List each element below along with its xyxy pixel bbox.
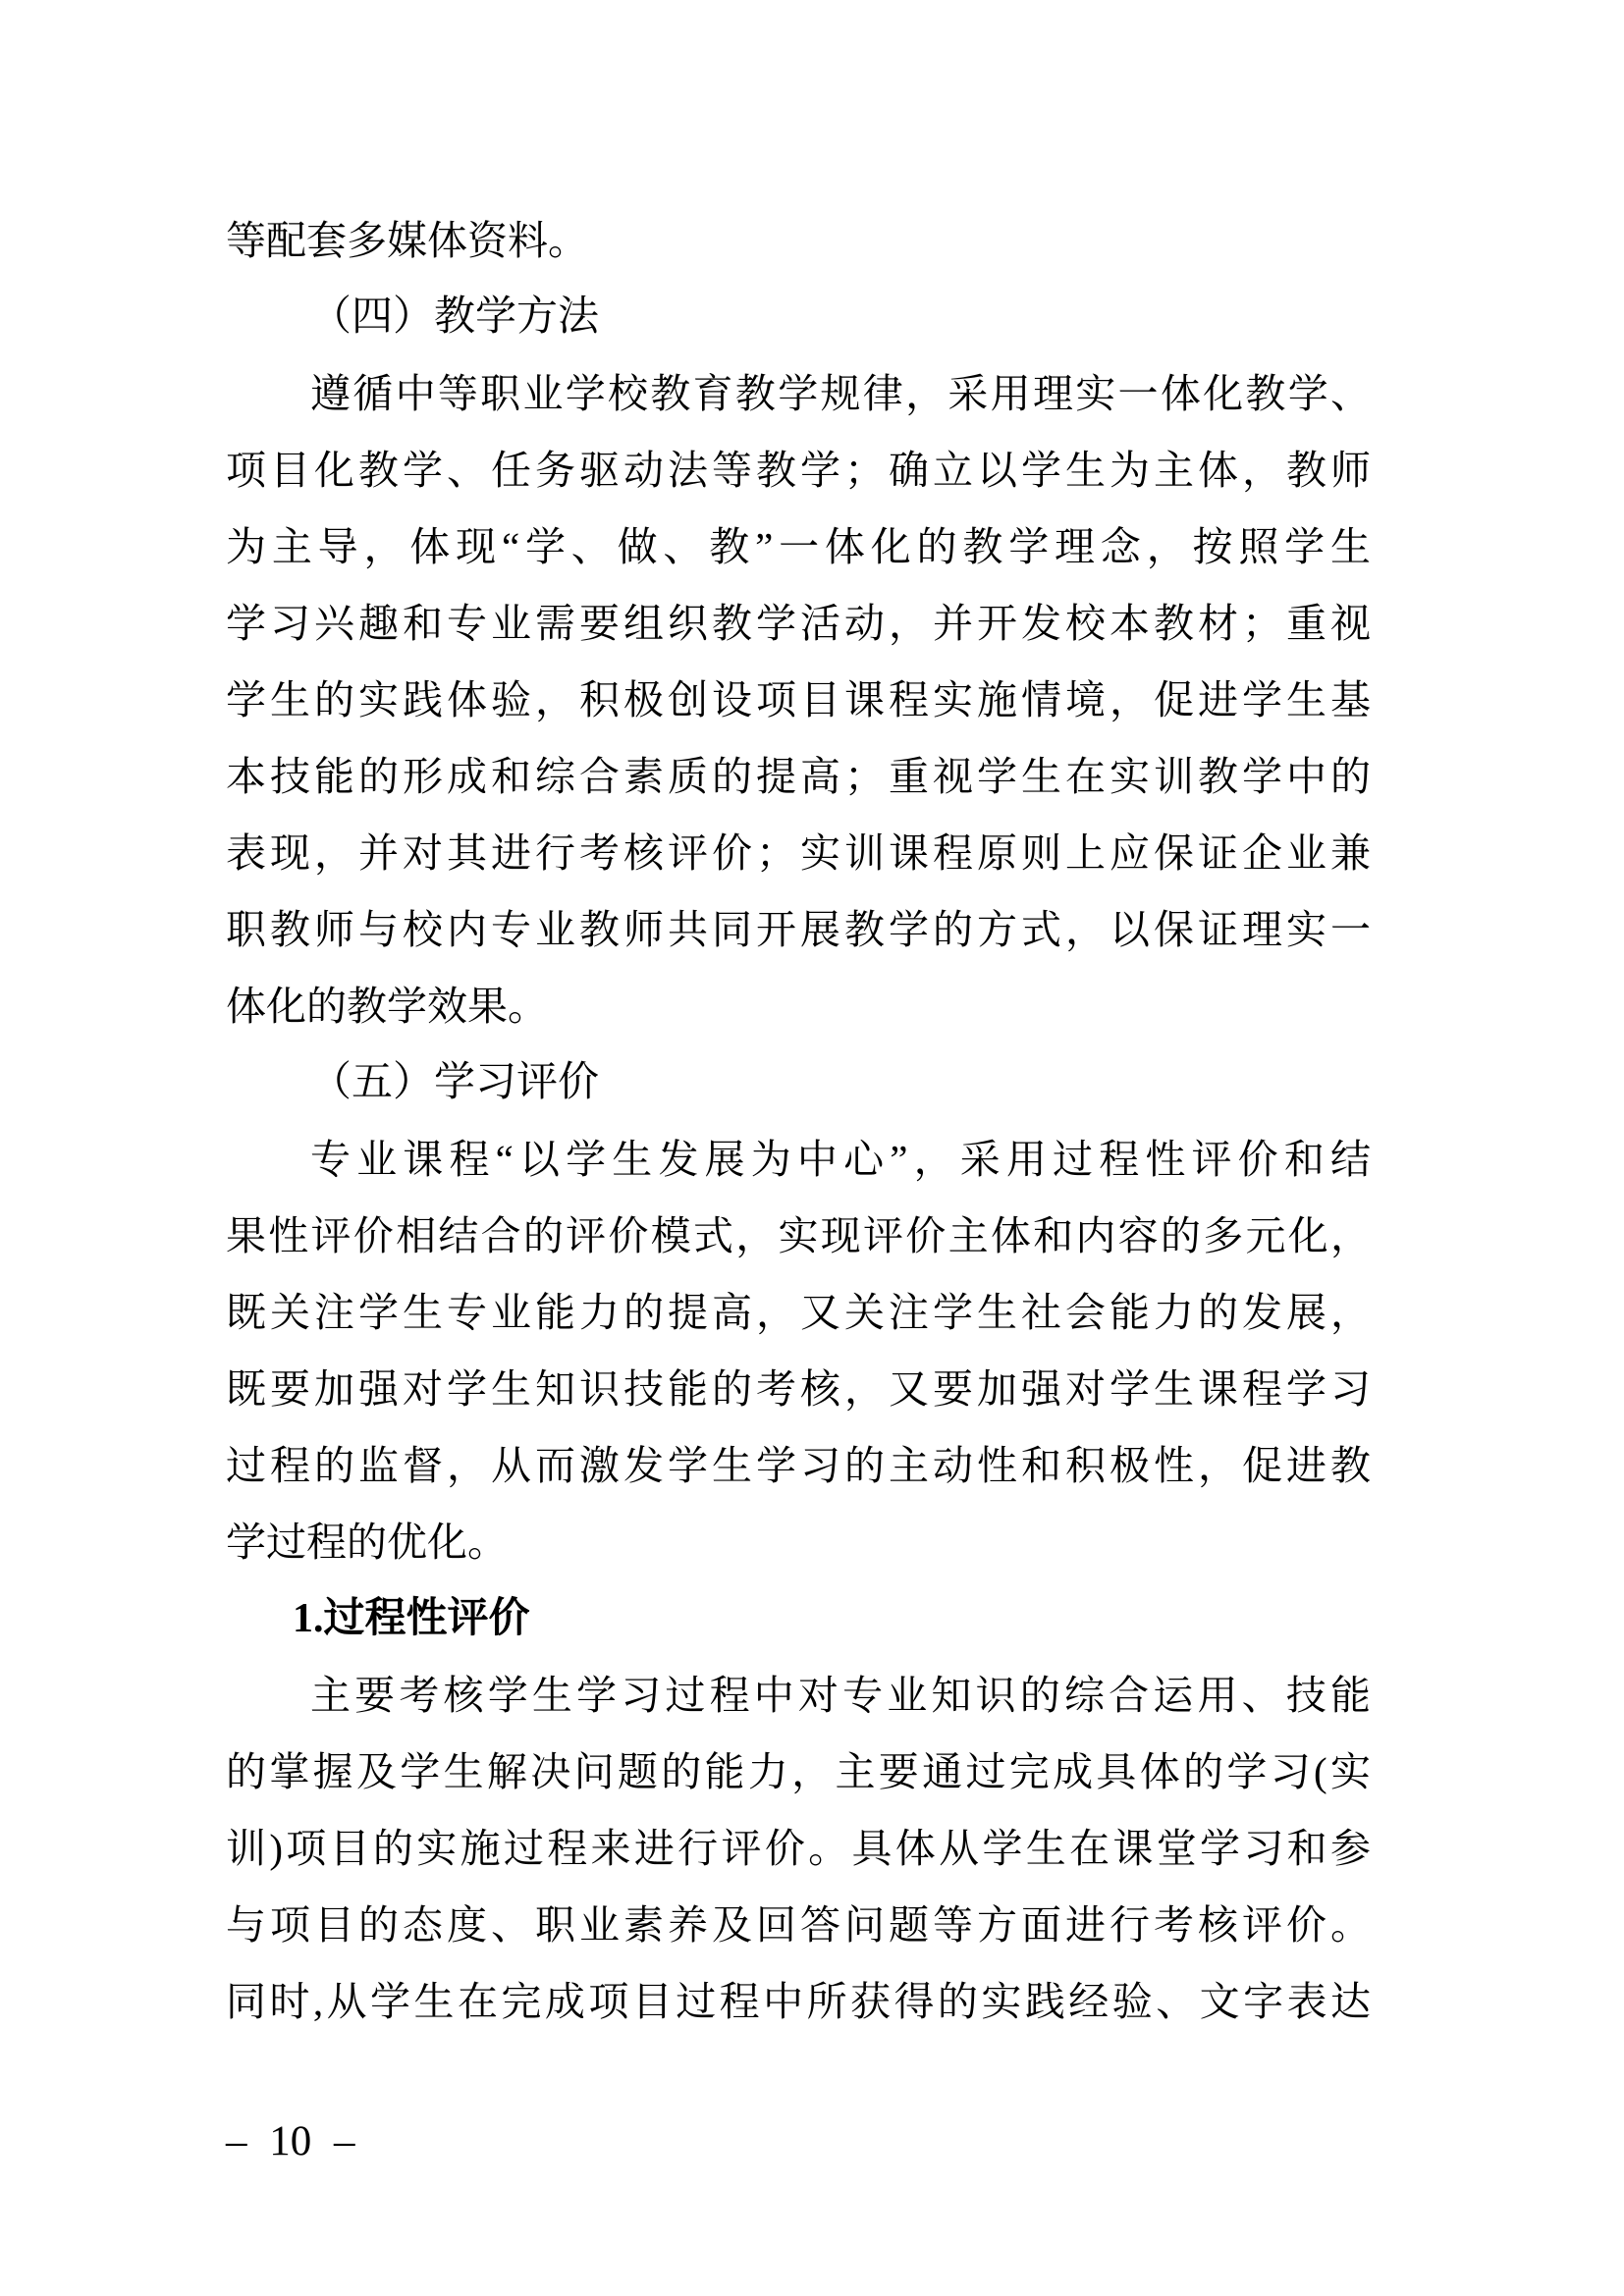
document-body (226, 202, 1371, 2040)
text-line: 专业课程“以学生发展为中心”，采用过程性评价和结 (310, 1137, 1371, 1182)
page-number: – 10 – (226, 2118, 355, 2164)
text-line: 学习兴趣和专业需要组织教学活动，并开发校本教材；重视 (226, 601, 1371, 646)
text-line: 为主导，体现“学、做、教”一体化的教学理念，按照学生 (226, 524, 1371, 569)
text-line: 体化的教学效果。 (226, 984, 548, 1029)
subheading-line: 1.过程性评价 (293, 1596, 530, 1641)
text-line: 果性评价相结合的评价模式，实现评价主体和内容的多元化， (226, 1213, 1371, 1258)
text-line: 等配套多媒体资料。 (226, 218, 588, 263)
text-line: 遵循中等职业学校教育教学规律，采用理实一体化教学、 (310, 371, 1371, 416)
text-line: 主要考核学生学习过程中对专业知识的综合运用、技能 (310, 1673, 1371, 1718)
text-line: 既关注学生专业能力的提高，又关注学生社会能力的发展， (226, 1290, 1371, 1335)
text-line: 训)项目的实施过程来进行评价。具体从学生在课堂学习和参 (226, 1826, 1371, 1871)
text-line: 过程的监督，从而激发学生学习的主动性和积极性，促进教 (226, 1443, 1371, 1488)
text-line: 的掌握及学生解决问题的能力，主要通过完成具体的学习(实 (226, 1749, 1371, 1794)
text-line: 同时,从学生在完成项目过程中所获得的实践经验、文字表达 (226, 1979, 1371, 2024)
text-line: 与项目的态度、职业素养及回答问题等方面进行考核评价。 (226, 1902, 1371, 1948)
text-line: 职教师与校内专业教师共同开展教学的方式，以保证理实一 (226, 907, 1371, 952)
text-line: 本技能的形成和综合素质的提高；重视学生在实训教学中的 (226, 754, 1371, 799)
heading-line: （四）教学方法 (310, 294, 600, 340)
text-line: 既要加强对学生知识技能的考核，又要加强对学生课程学习 (226, 1366, 1371, 1412)
text-line: 学过程的优化。 (226, 1520, 508, 1565)
text-line: 表现，并对其进行考核评价；实训课程原则上应保证企业兼 (226, 830, 1371, 876)
heading-line: （五）学习评价 (310, 1060, 600, 1105)
text-line: 项目化教学、任务驱动法等教学；确立以学生为主体，教师 (226, 448, 1371, 493)
text-line: 学生的实践体验，积极创设项目课程实施情境，促进学生基 (226, 677, 1371, 722)
